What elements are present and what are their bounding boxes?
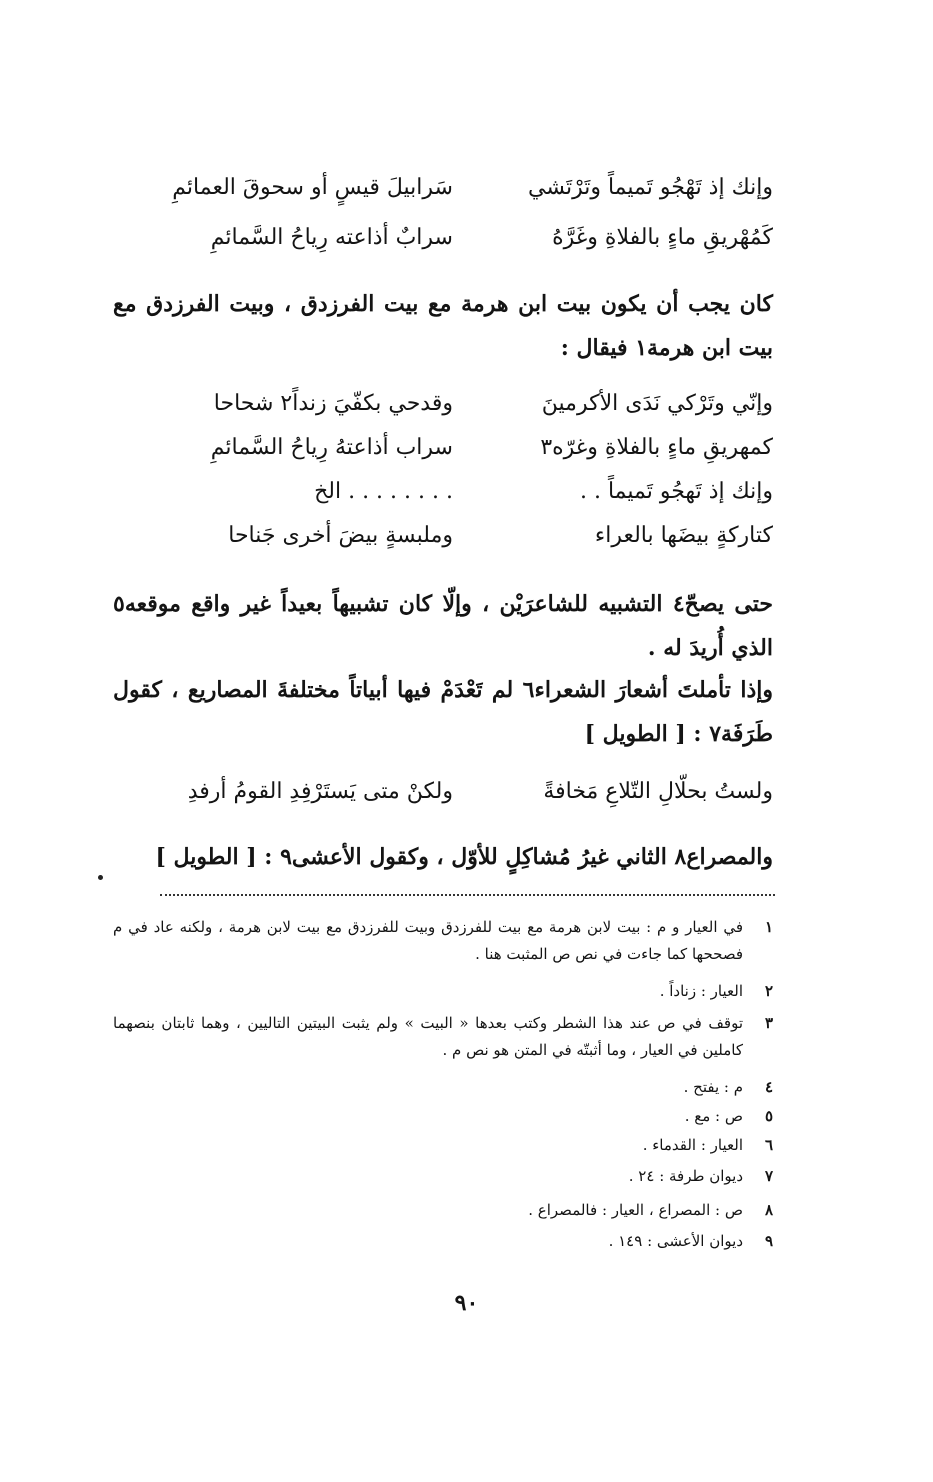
verse-line <box>153 516 773 556</box>
footnote-text: ص : المصراع ، العيار : فالمصراع . <box>528 1201 743 1219</box>
footnote-number: ٢ <box>764 982 773 1000</box>
paragraph: حتى يصحّ٤ التشبيه للشاعرَيْن ، وإلّا كان تشبيهاً بعيداً غير واقع موقعه٥ الذي أُريدَ له . <box>113 591 773 661</box>
footnote <box>113 1074 773 1101</box>
verse-first-hemistich: وإنّي وتَرْكي نَدَى الأكرمينَ <box>541 391 773 416</box>
verse-second-hemistich: سَرابيلَ قيسٍ أو سحوقَ العمائمِ <box>172 175 453 200</box>
footnote <box>113 1103 773 1130</box>
footnote <box>113 1197 773 1224</box>
footnote-text: توقف في ص عند هذا الشطر وكتب بعدها « البيت » ولم يثبت البيتين التاليين ، وهما ثابتان بنصهما كاملين في العيار ، وما أثبتّه في المتن هو نص م . <box>113 1014 743 1059</box>
verse-second-hemistich: سراب أذاعتهُ رِياحُ السَّمائمِ <box>210 435 453 460</box>
footnote <box>113 914 773 968</box>
footnote-text: ص : مع . <box>684 1107 743 1125</box>
page-number: ٩٠ <box>454 1290 479 1316</box>
verse-line <box>153 472 773 512</box>
verse-second-hemistich: ولكنْ متى يَستَرْفِدِ القومُ أرفدِ <box>187 779 453 804</box>
footnote <box>113 1163 773 1190</box>
footnote-number: ١ <box>764 918 773 936</box>
verse-second-hemistich: وقدحي بكفّيَ زنداً٢ شحاحا <box>213 391 453 416</box>
footnote-number: ٦ <box>764 1136 773 1154</box>
verse-second-hemistich: وملبسةٍ بيضَ أخرى جَناحا <box>228 523 453 548</box>
paragraph: والمصراع٨ الثاني غيرُ مُشاكِلٍ للأوّل ، وكقول الأعشى٩ : [ الطويل ] <box>155 844 773 870</box>
ink-speck <box>98 875 103 880</box>
footnote <box>113 1010 773 1064</box>
footnote-number: ٥ <box>764 1107 773 1125</box>
footnote <box>113 978 773 1005</box>
verse-first-hemistich: وإنك إذ تَهجُو تَميماً . . <box>580 479 773 504</box>
footnote-text: العيار : زناداً . <box>659 982 743 1000</box>
verse-first-hemistich: وإنك إذ تَهْجُو تَميماً وتَرْتَشي <box>528 175 773 200</box>
verse-line <box>153 218 773 258</box>
verse-line <box>153 384 773 424</box>
footnote <box>113 1228 773 1255</box>
footnote-separator <box>160 894 775 896</box>
verse-line <box>153 168 773 208</box>
footnote <box>113 1132 773 1159</box>
verse-first-hemistich: كتاركةٍ بيضَها بالعراء <box>594 523 773 548</box>
footnote-number: ٩ <box>764 1232 773 1250</box>
footnote-number: ٣ <box>764 1014 773 1032</box>
footnote-text: ديوان طرفة : ٢٤ . <box>628 1167 743 1185</box>
verse-second-hemistich: . . . . . . . . الخ <box>314 479 453 504</box>
verse-line <box>153 772 773 812</box>
verse-second-hemistich: سرابٌ أذاعته رِياحُ السَّمائمِ <box>210 225 453 250</box>
footnote-text: م : يفتح . <box>683 1078 743 1096</box>
footnote-text: العيار : القدماء . <box>642 1136 743 1154</box>
verse-first-hemistich: كمهريقِ ماءٍ بالفلاةِ وغرّه٣ <box>540 435 773 460</box>
paragraph: وإذا تأملتَ أشعارَ الشعراء٦ لم تَعْدَمْ فيها أبياتاً مختلفةَ المصاريع ، كقول طَرَفَة٧ : [ الطويل ] <box>113 677 773 747</box>
paragraph: كان يجب أن يكون بيت ابن هرمة مع بيت الفرزدق ، وبيت الفرزدق مع بيت ابن هرمة١ فيقال : <box>113 291 773 361</box>
verse-first-hemistich: كَمُهْريقِ ماءٍ بالفلاةِ وغَرَّهُ <box>552 225 773 250</box>
footnote-number: ٨ <box>764 1201 773 1219</box>
footnote-number: ٧ <box>764 1167 773 1185</box>
footnote-text: ديوان الأعشى : ١٤٩ . <box>608 1232 743 1250</box>
verse-line <box>153 428 773 468</box>
verse-first-hemistich: ولستُ بحلّالِ التّلاعِ مَخافةً <box>543 779 773 804</box>
footnote-number: ٤ <box>764 1078 773 1096</box>
footnote-text: في العيار و م : بيت لابن هرمة مع بيت للفرزدق وبيت للفرزدق مع بيت لابن هرمة ، ولكنه عاد في م فصححها كما جاءت في نص ص المثبت هنا . <box>113 918 743 963</box>
